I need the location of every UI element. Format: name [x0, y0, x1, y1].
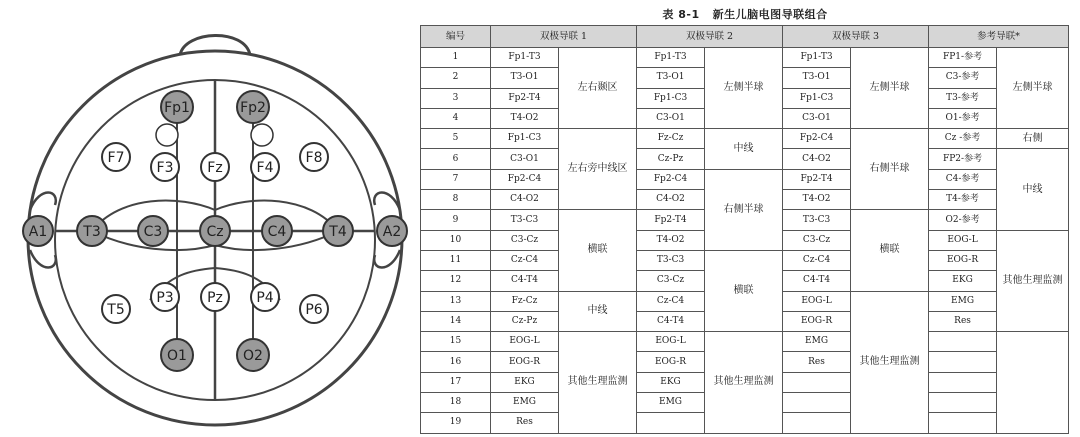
lead-cell: EOG-R — [929, 250, 997, 270]
group-cell: 其他生理监测 — [997, 230, 1069, 331]
lead-cell: T3-C3 — [637, 250, 705, 270]
header-bipolar-2: 双极导联 2 — [637, 26, 783, 48]
lead-cell: EMG — [783, 332, 851, 352]
row-number: 4 — [421, 108, 491, 128]
lead-cell: EOG-L — [637, 332, 705, 352]
lead-cell: T3-O1 — [637, 68, 705, 88]
group-cell: 右侧半球 — [705, 169, 783, 250]
lead-cell: Fp2-T4 — [491, 88, 559, 108]
lead-cell: O1-参考 — [929, 108, 997, 128]
group-cell: 横联 — [559, 210, 637, 291]
table-row — [421, 250, 1069, 270]
electrode-F4 — [251, 153, 279, 181]
group-cell: 中线 — [997, 149, 1069, 230]
electrode-C3 — [138, 216, 168, 246]
lead-cell: EKG — [637, 372, 705, 392]
row-number: 1 — [421, 48, 491, 68]
row-number: 11 — [421, 250, 491, 270]
lead-cell: T3-O1 — [491, 68, 559, 88]
electrode-P4 — [251, 283, 279, 311]
lead-cell: T4-O2 — [783, 190, 851, 210]
lead-cell: EOG-L — [783, 291, 851, 311]
lead-cell: Res — [491, 413, 559, 433]
electrode-T5 — [102, 295, 130, 323]
group-cell: 左侧半球 — [851, 48, 929, 129]
svg-text:Pz: Pz — [207, 290, 223, 306]
electrode-Fp1 — [161, 91, 193, 123]
lead-cell: T3-参考 — [929, 88, 997, 108]
lead-cell: Cz -参考 — [929, 129, 997, 149]
caption-title: 新生儿脑电图导联组合 — [712, 8, 828, 21]
table-row — [421, 332, 1069, 352]
lead-cell — [783, 372, 851, 392]
lead-cell: Fp1-C3 — [637, 88, 705, 108]
lead-cell: Fp2-C4 — [491, 169, 559, 189]
lead-cell: Fz-Cz — [491, 291, 559, 311]
electrode-Fz — [201, 153, 229, 181]
lead-cell — [929, 413, 997, 433]
header-number: 编号 — [421, 26, 491, 48]
svg-text:C4: C4 — [267, 224, 287, 240]
lead-cell: T4-O2 — [637, 230, 705, 250]
row-number: 12 — [421, 271, 491, 291]
svg-text:F8: F8 — [305, 150, 323, 166]
lead-cell: Fz-Cz — [637, 129, 705, 149]
lead-cell: C4-T4 — [491, 271, 559, 291]
group-cell: 左侧半球 — [705, 48, 783, 129]
lead-cell: EOG-L — [491, 332, 559, 352]
row-number: 7 — [421, 169, 491, 189]
group-cell: 中线 — [559, 291, 637, 332]
lead-cell: C4-T4 — [637, 311, 705, 331]
lead-cell: T4-O2 — [491, 108, 559, 128]
lead-cell: EOG-L — [929, 230, 997, 250]
lead-cell: EOG-R — [491, 352, 559, 372]
svg-text:P3: P3 — [156, 290, 174, 306]
table-body — [421, 48, 1069, 434]
group-cell: 其他生理监测 — [851, 291, 929, 433]
row-number: 5 — [421, 129, 491, 149]
electrode-montage-diagram — [0, 0, 410, 437]
row-number: 9 — [421, 210, 491, 230]
lead-cell: C3-参考 — [929, 68, 997, 88]
lead-cell: T3-O1 — [783, 68, 851, 88]
group-cell: 左右颞区 — [559, 48, 637, 129]
svg-text:A1: A1 — [28, 224, 48, 240]
svg-text:Fz: Fz — [207, 160, 223, 176]
lead-cell: C3-O1 — [491, 149, 559, 169]
lead-cell: EKG — [929, 271, 997, 291]
lead-cell — [783, 413, 851, 433]
group-cell: 其他生理监测 — [705, 332, 783, 433]
row-number: 18 — [421, 393, 491, 413]
electrode-F8 — [300, 143, 328, 171]
group-cell: 右侧 — [997, 129, 1069, 149]
lead-cell — [783, 393, 851, 413]
group-cell: 右侧半球 — [851, 129, 929, 210]
lead-cell: C3-O1 — [637, 108, 705, 128]
row-number: 2 — [421, 68, 491, 88]
lead-cell: FP2-参考 — [929, 149, 997, 169]
caption-label: 表 8-1 — [662, 8, 700, 21]
lead-cell — [929, 393, 997, 413]
electrode-Pz — [201, 283, 229, 311]
electrode-P3 — [151, 283, 179, 311]
group-cell — [997, 332, 1069, 433]
electrode-Cz — [200, 216, 230, 246]
svg-text:T3: T3 — [83, 224, 101, 240]
row-number: 3 — [421, 88, 491, 108]
lead-cell: Cz-Pz — [637, 149, 705, 169]
lead-cell: O2-参考 — [929, 210, 997, 230]
lead-cell — [637, 413, 705, 433]
lead-cell: Fp1-C3 — [783, 88, 851, 108]
electrode-F3 — [151, 153, 179, 181]
group-cell: 左侧半球 — [997, 48, 1069, 129]
electrode-A2 — [377, 216, 407, 246]
row-number: 10 — [421, 230, 491, 250]
lead-cell: EOG-R — [637, 352, 705, 372]
row-number: 17 — [421, 372, 491, 392]
row-number: 19 — [421, 413, 491, 433]
row-number: 13 — [421, 291, 491, 311]
lead-cell: EMG — [637, 393, 705, 413]
lead-cell — [929, 372, 997, 392]
header-reference: 参考导联* — [929, 26, 1069, 48]
svg-text:F7: F7 — [107, 150, 125, 166]
electrode-F7 — [102, 143, 130, 171]
row-number: 6 — [421, 149, 491, 169]
group-cell: 横联 — [705, 250, 783, 331]
lead-cell: Fp1-T3 — [491, 48, 559, 68]
lead-cell: C4-O2 — [637, 190, 705, 210]
lead-cell: Cz-C4 — [783, 250, 851, 270]
svg-text:A2: A2 — [382, 224, 402, 240]
row-number: 8 — [421, 190, 491, 210]
lead-cell: C3-O1 — [783, 108, 851, 128]
montage-table — [420, 25, 1069, 434]
electrode-Fp2 — [237, 91, 269, 123]
table-row — [421, 169, 1069, 189]
svg-text:P6: P6 — [305, 302, 323, 318]
lead-cell — [929, 332, 997, 352]
lead-cell: Fp1-T3 — [783, 48, 851, 68]
electrode-T4 — [323, 216, 353, 246]
svg-text:Cz: Cz — [206, 224, 224, 240]
header-bipolar-1: 双极导联 1 — [491, 26, 637, 48]
lead-cell: Fp1-T3 — [637, 48, 705, 68]
svg-text:T4: T4 — [329, 224, 347, 240]
svg-text:F3: F3 — [156, 160, 174, 176]
lead-cell: Cz-C4 — [637, 291, 705, 311]
lead-cell: Fp1-C3 — [491, 129, 559, 149]
svg-text:T5: T5 — [107, 302, 125, 318]
lead-cell: Fp2-T4 — [637, 210, 705, 230]
lead-cell: EMG — [491, 393, 559, 413]
lead-cell: EMG — [929, 291, 997, 311]
row-number: 16 — [421, 352, 491, 372]
lead-cell: Cz-C4 — [491, 250, 559, 270]
lead-cell: Res — [783, 352, 851, 372]
marker-left — [156, 124, 178, 146]
svg-text:C3: C3 — [143, 224, 163, 240]
lead-cell: C3-Cz — [637, 271, 705, 291]
lead-cell: Cz-Pz — [491, 311, 559, 331]
lead-cell: T4-参考 — [929, 190, 997, 210]
table-row — [421, 48, 1069, 68]
table-row — [421, 129, 1069, 149]
svg-text:P4: P4 — [256, 290, 274, 306]
electrode-A1 — [23, 216, 53, 246]
lead-cell: C4-T4 — [783, 271, 851, 291]
group-cell: 其他生理监测 — [559, 332, 637, 433]
table-caption — [420, 6, 1070, 22]
table-header-row — [421, 26, 1069, 48]
lead-cell: EOG-R — [783, 311, 851, 331]
lead-cell: T3-C3 — [491, 210, 559, 230]
svg-text:O1: O1 — [167, 348, 187, 364]
lead-cell: FP1-参考 — [929, 48, 997, 68]
row-number: 14 — [421, 311, 491, 331]
electrode-O1 — [161, 339, 193, 371]
lead-cell — [929, 352, 997, 372]
lead-cell: Fp2-C4 — [783, 129, 851, 149]
svg-text:O2: O2 — [243, 348, 263, 364]
header-bipolar-3: 双极导联 3 — [783, 26, 929, 48]
group-cell: 横联 — [851, 210, 929, 291]
svg-text:Fp1: Fp1 — [164, 100, 190, 116]
lead-cell: C3-Cz — [783, 230, 851, 250]
lead-cell: Res — [929, 311, 997, 331]
lead-cell: C3-Cz — [491, 230, 559, 250]
group-cell: 左右旁中线区 — [559, 129, 637, 210]
lead-cell: EKG — [491, 372, 559, 392]
row-number: 15 — [421, 332, 491, 352]
lead-cell: Fp2-C4 — [637, 169, 705, 189]
marker-right — [251, 124, 273, 146]
lead-cell: C4-参考 — [929, 169, 997, 189]
group-cell: 中线 — [705, 129, 783, 170]
svg-text:F4: F4 — [256, 160, 274, 176]
electrode-O2 — [237, 339, 269, 371]
lead-cell: T3-C3 — [783, 210, 851, 230]
electrode-C4 — [262, 216, 292, 246]
svg-text:Fp2: Fp2 — [240, 100, 266, 116]
lead-cell: C4-O2 — [491, 190, 559, 210]
electrode-P6 — [300, 295, 328, 323]
electrode-T3 — [77, 216, 107, 246]
lead-cell: C4-O2 — [783, 149, 851, 169]
lead-cell: Fp2-T4 — [783, 169, 851, 189]
